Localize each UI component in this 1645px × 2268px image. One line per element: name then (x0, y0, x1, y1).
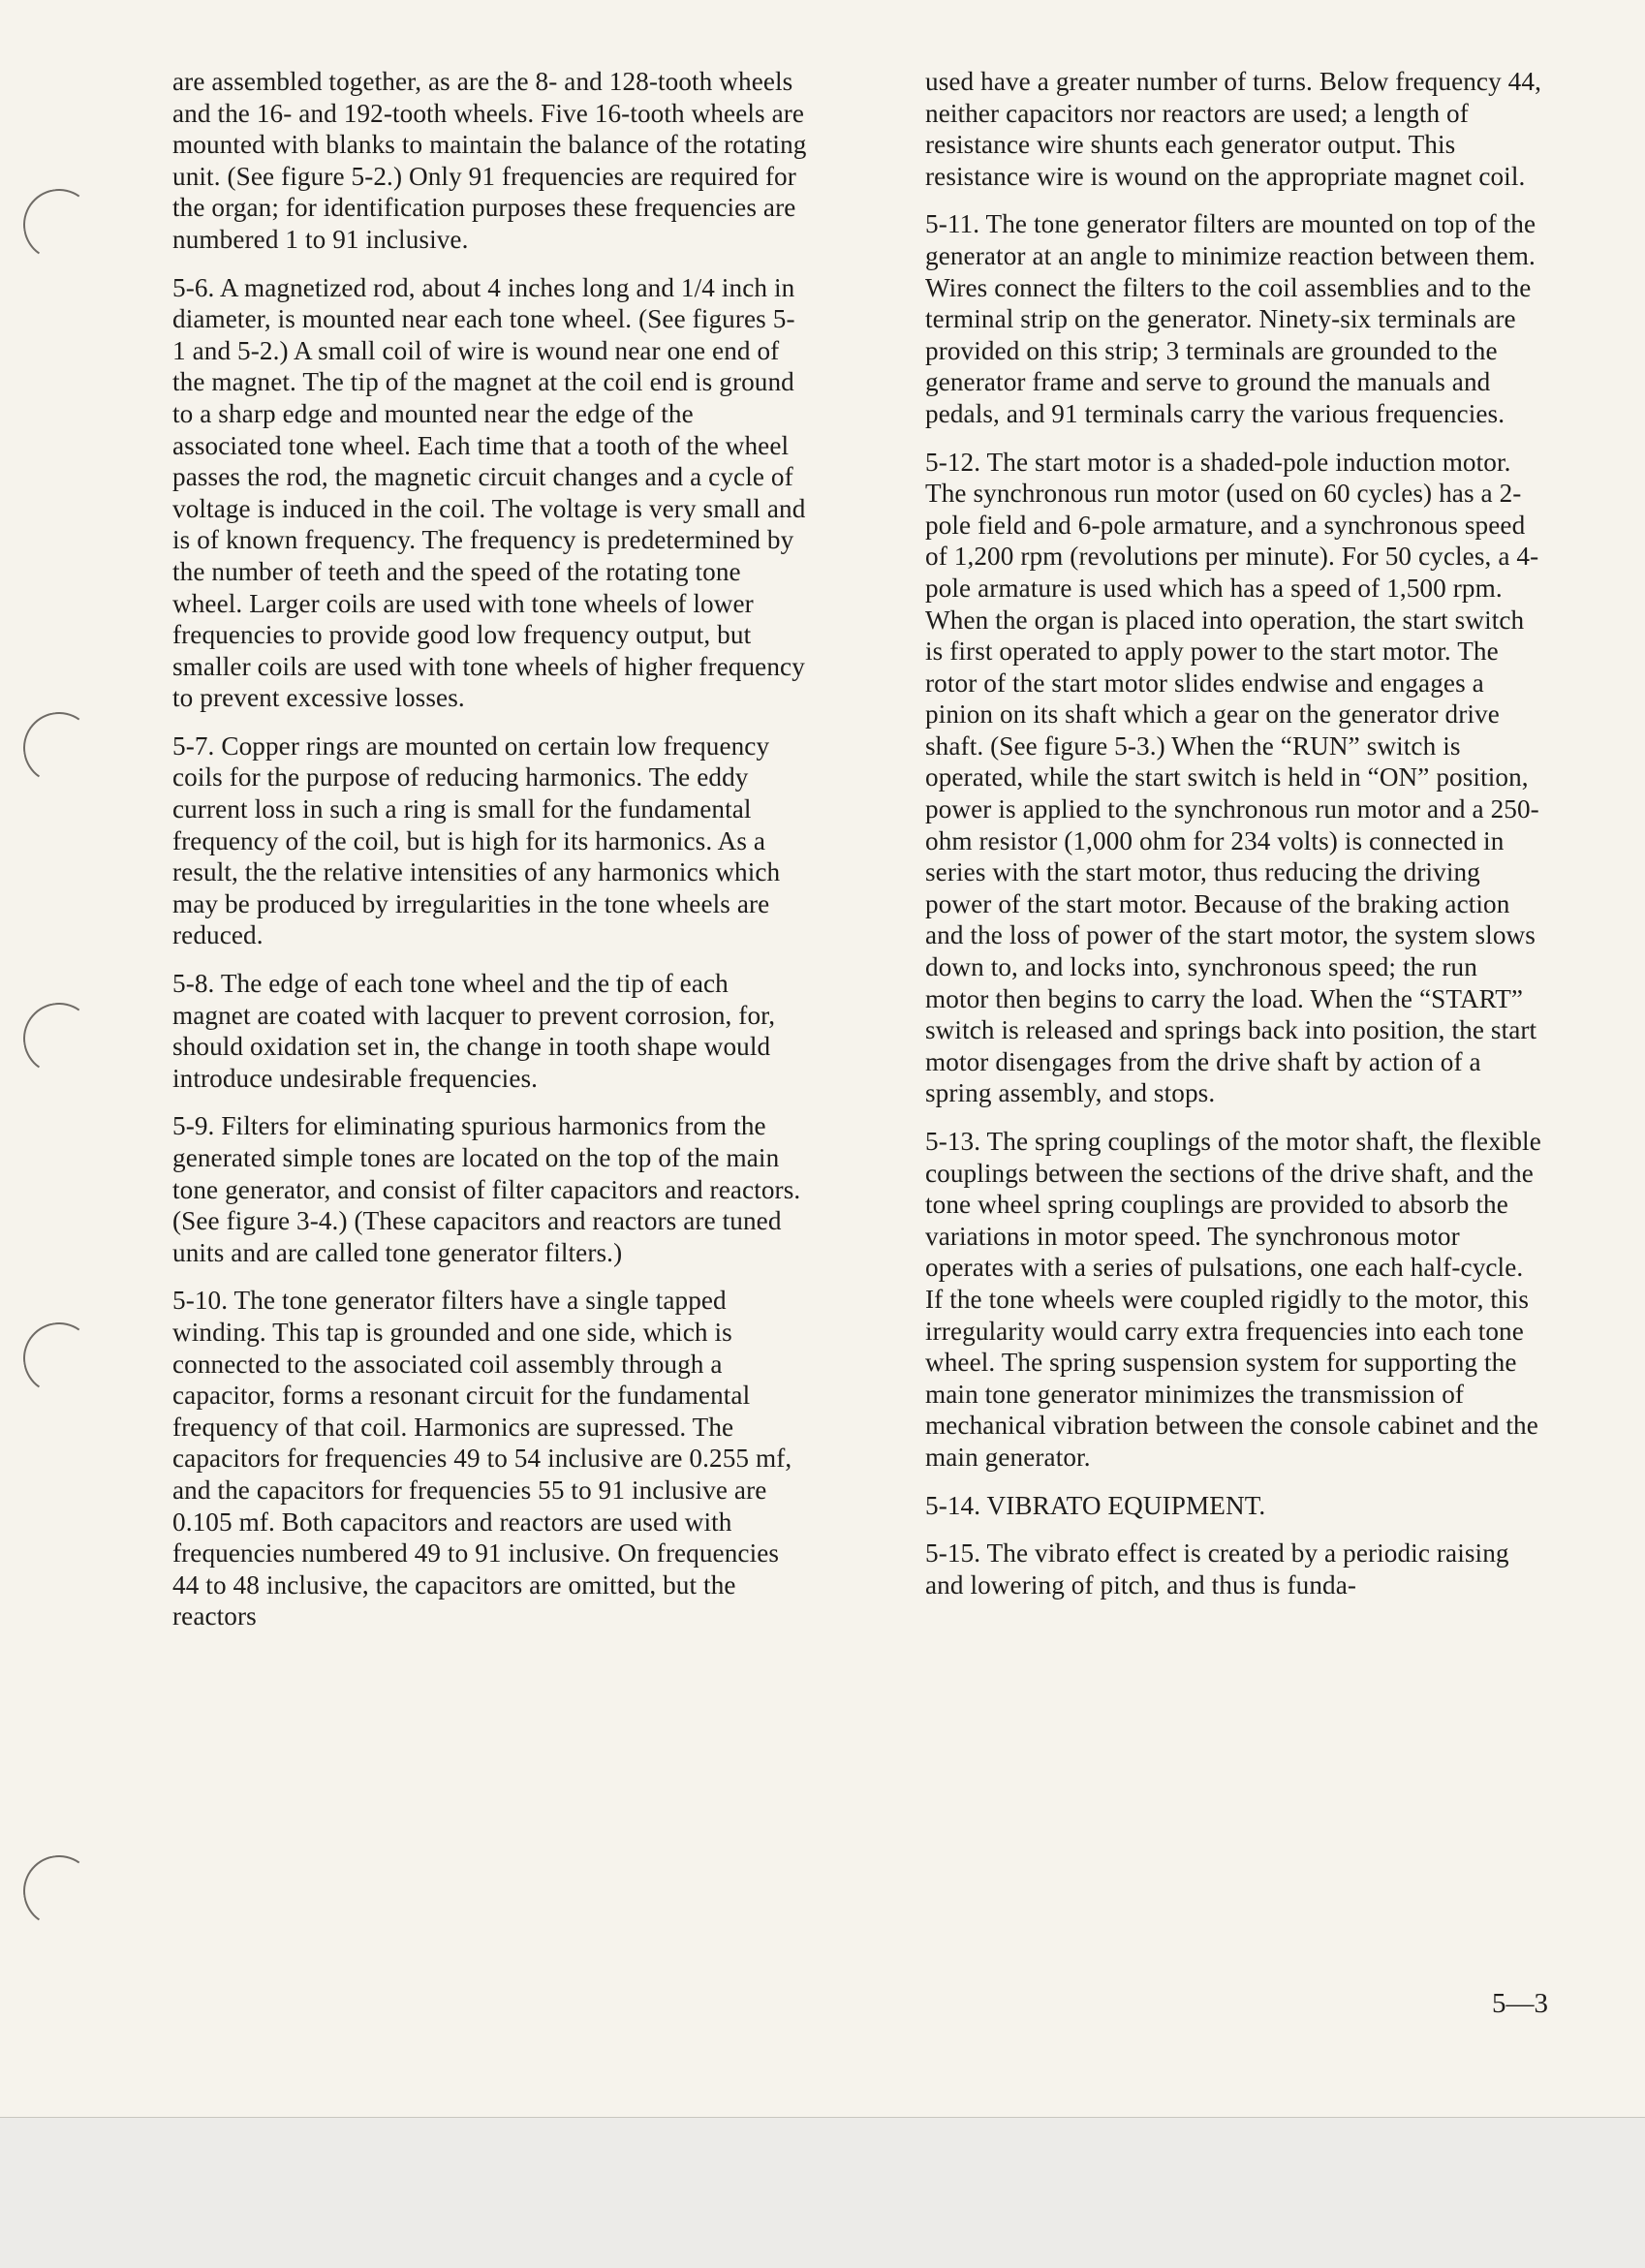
page-number: 5—3 (1492, 1988, 1548, 2019)
paragraph-5-11: 5-11. The tone generator filters are mounted on top of the generator at an angle to minimize reaction between them. Wires connect the filters to the coil assemblies and to the terminal strip on the generator. Ninety-six terminals are provided on this strip; 3 terminals are grounded to the generator frame and serve to ground the manuals and pedals, and 91 terminals carry the various frequencies. (925, 209, 1536, 428)
paragraph-5-8: 5-8. The edge of each tone wheel and the tip of each magnet are coated with lacquer to prevent corrosion, for, should oxidation set in, the change in tooth shape would introduce undesirable frequencies. (172, 969, 776, 1093)
paragraph-continuation: used have a greater number of turns. Below frequency 44, neither capacitors nor reactors are used; a length of resistance wire shunts each generator output. This resistance wire is wound on the appropriate magnet coil. (925, 67, 1541, 191)
paragraph-5-13: 5-13. The spring couplings of the motor shaft, the flexible couplings between the sections of the drive shaft, and the tone wheel spring couplings are provided to absorb the variations in motor speed. The synchronous motor operates with a series of pulsations, one each half-cycle. If the tone wheels were coupled rigidly to the motor, this irregularity would carry extra frequencies into each tone wheel. The spring suspension system for supporting the main tone generator minimizes the transmission of mechanical vibration between the console cabinet and the main generator. (925, 1127, 1541, 1472)
punch-hole-mark (17, 1317, 101, 1400)
punch-hole-mark (17, 997, 101, 1080)
left-text-column (172, 66, 807, 1649)
paragraph-5-6: 5-6. A magnetized rod, about 4 inches long and 1/4 inch in diameter, is mounted near each tone wheel. (See figures 5-1 and 5-2.) A small coil of wire is wound near one end of the magnet. The tip of the magnet at the coil end is ground to a sharp edge and mounted near the edge of the associated tone wheel. Each time that a tooth of the wheel passes the rod, the magnetic circuit changes and a cycle of voltage is induced in the coil. The voltage is very small and is of known frequency. The frequency is predetermined by the number of teeth and the speed of the rotating tone wheel. Larger coils are used with tone wheels of lower frequencies to provide good low frequency output, but smaller coils are used with tone wheels of higher frequency to prevent excessive losses. (172, 272, 806, 713)
paragraph-5-9: 5-9. Filters for eliminating spurious harmonics from the generated simple tones are located on the top of the main tone generator, and consist of filter capacitors and reactors. (See figure 3-4.) (These capacitors and reactors are tuned units and are called tone generator filters.) (172, 1111, 801, 1267)
paragraph-5-10: 5-10. The tone generator filters have a single tapped winding. This tap is grounded and one side, which is connected to the associated coil assembly through a capacitor, forms a resonant circuit for the fundamental frequency of that coil. Harmonics are supressed. The capacitors for frequencies 49 to 54 inclusive are 0.255 mf, and the capacitors for frequencies 55 to 91 inclusive are 0.105 mf. Both capacitors and reactors are used with frequencies numbered 49 to 91 inclusive. On frequencies 44 to 48 inclusive, the capacitors are omitted, but the reactors (172, 1286, 792, 1631)
section-heading: 5-14. VIBRATO EQUIPMENT. (925, 1490, 1266, 1520)
scan-background-strip (0, 2117, 1645, 2268)
paragraph-5-12: 5-12. The start motor is a shaded-pole induction motor. The synchronous run motor (used on 60 cycles) has a 2-pole field and 6-pole armature, and a synchronous speed of 1,200 rpm (revolutions per minute). For 50 cycles, a 4-pole armature is used which has a speed of 1,500 rpm. When the organ is placed into operation, the start switch is first operated to apply power to the start motor. The rotor of the start motor slides endwise and engages a pinion on its shaft which a gear on the generator drive shaft. (See figure 5-3.) When the “RUN” switch is operated, while the start switch is held in “ON” position, power is applied to the synchronous run motor and a 250-ohm resistor (1,000 ohm for 234 volts) is connected in series with the start motor, thus reducing the driving power of the start motor. Because of the braking action and the loss of power of the start motor, the system slows down to, and locks into, synchronous speed; the run motor then begins to carry the load. When the “START” switch is released and springs back into position, the start motor disengages from the drive shaft by action of a spring assembly, and stops. (925, 447, 1539, 1108)
paragraph-5-15: 5-15. The vibrato effect is created by a periodic raising and lowering of pitch, and thus is funda- (925, 1538, 1509, 1600)
punch-hole-mark (17, 1849, 101, 1933)
paragraph-5-7: 5-7. Copper rings are mounted on certain low frequency coils for the purpose of reducing harmonics. The eddy current loss in such a ring is small for the fundamental frequency of the coil, but is high for its harmonics. As a result, the the relative intensities of any harmonics which may be produced by irregularities in the tone wheels are reduced. (172, 730, 781, 950)
punch-hole-mark (17, 706, 101, 790)
right-text-column (925, 66, 1545, 1617)
punch-hole-mark (17, 183, 101, 266)
paragraph: are assembled together, as are the 8- and 128-tooth wheels and the 16- and 192-tooth wheels. Five 16-tooth wheels are mounted with blanks to maintain the balance of the rotating unit. (See figure 5-2.) Only 91 frequencies are required for the organ; for identification purposes these frequencies are numbered 1 to 91 inclusive. (172, 67, 807, 254)
